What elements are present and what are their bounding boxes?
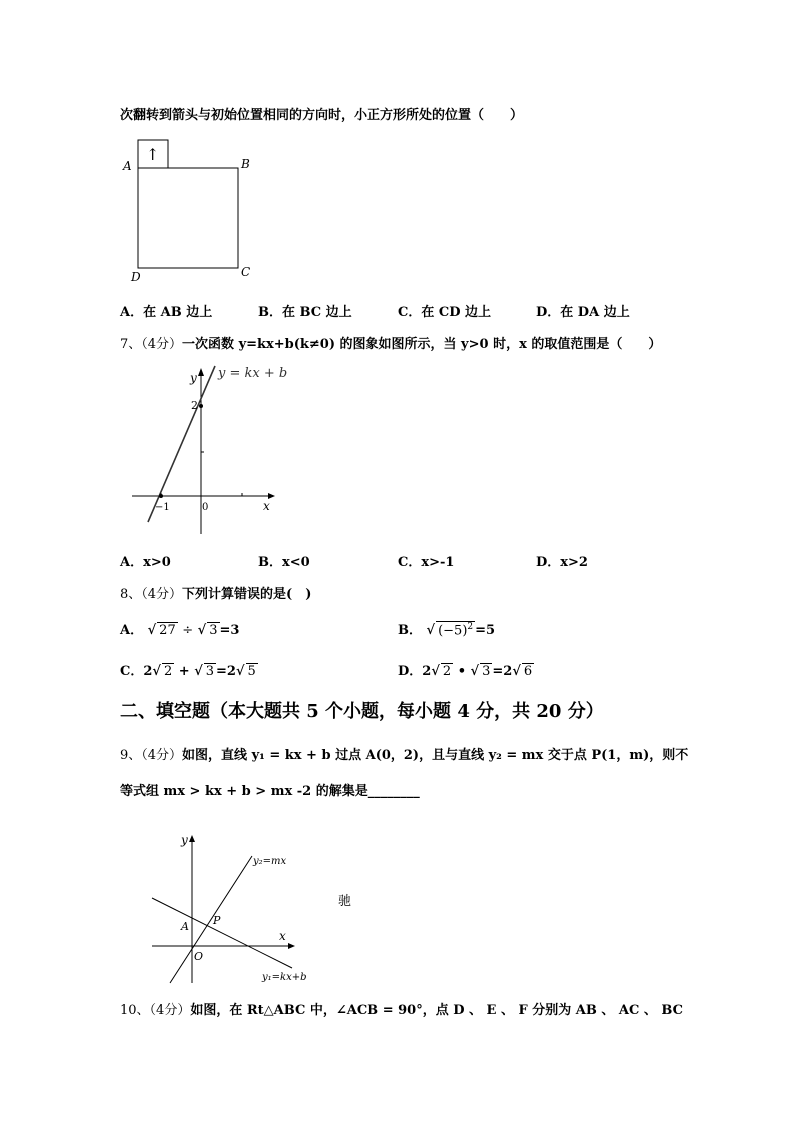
y-arrow — [189, 835, 195, 842]
q8-option-a: A． √ 27 ÷ √ 3 =3 — [120, 623, 240, 638]
eq-label: y = kx + b — [218, 366, 288, 381]
q7-option-d: D．x>2 — [536, 555, 588, 570]
q6-square-figure — [120, 138, 260, 288]
y2-label: y₂=mx — [253, 856, 287, 867]
y1-label: y₁=kx+b — [262, 972, 307, 983]
stray-char: 驰 — [338, 894, 352, 909]
p-label: P — [213, 914, 221, 927]
label-b: B — [241, 157, 250, 171]
q7-graph — [130, 362, 290, 542]
y-tick-label: 2 — [191, 399, 198, 412]
label-a: A — [123, 159, 132, 173]
q8-option-d: D．2√ 2 • √ 3 =2√ 6 — [398, 664, 533, 679]
a-label: A — [181, 920, 189, 933]
q7-option-a: A．x>0 — [120, 555, 171, 570]
q8-option-c: C．2√ 2 + √ 3 =2√ 5 — [120, 664, 256, 679]
q6-option-a: A．在 AB 边上 — [120, 305, 213, 320]
q6-option-d: D．在 DA 边上 — [536, 305, 630, 320]
x-axis-label: x — [279, 929, 286, 943]
graph-line — [148, 366, 215, 522]
x-tick-label: −1 — [155, 502, 170, 513]
q6-option-c: C．在 CD 边上 — [398, 305, 492, 320]
arrow-up-icon: ↑ — [146, 145, 160, 164]
q9-line2: 等式组 mx > kx + b > mx -2 的解集是________ — [120, 784, 420, 799]
q6-stem: 次翻转到箭头与初始位置相同的方向时，小正方形所处的位置（ ） — [120, 108, 524, 123]
q7-option-b: B．x<0 — [258, 555, 310, 570]
q9-line1: 9、（4分）如图，直线 y₁ = kx + b 过点 A(0，2)，且与直线 y₂ = mx 交于点 P(1，m)，则不 — [120, 748, 689, 763]
point-y — [199, 404, 203, 408]
o-label: O — [194, 950, 204, 963]
y-arrow — [198, 368, 204, 376]
x-arrow — [288, 943, 295, 949]
big-square — [138, 168, 238, 268]
q7-stem: 7、（4分）一次函数 y=kx+b(k≠0) 的图象如图所示，当 y>0 时，x 的取值范围是（ ） — [120, 337, 662, 352]
q8-option-b: B． √ $(-5)^2 =5$ — [398, 621, 496, 638]
label-c: C — [241, 265, 251, 279]
q8-stem: 8、（4分）下列计算错误的是( ) — [120, 587, 312, 602]
q9-graph — [140, 828, 340, 993]
q10-stem: 10、（4分）如图，在 Rt△ABC 中，∠ACB = 90°，点 D 、 E 、 F 分别为 AB 、 AC 、 BC — [120, 1003, 683, 1018]
point-x — [159, 494, 163, 498]
section2-title: 二、填空题（本大题共 5 个小题，每小题 4 分，共 20 分） — [120, 701, 604, 722]
origin-label: 0 — [202, 502, 209, 513]
x-axis-label: x — [263, 499, 270, 513]
q6-option-b: B．在 BC 边上 — [258, 305, 352, 320]
label-d: D — [131, 270, 141, 284]
y-axis-label: y — [190, 371, 197, 385]
line-y1 — [152, 898, 292, 968]
y-axis-label: y — [181, 833, 188, 847]
q7-option-c: C．x>-1 — [398, 555, 455, 570]
